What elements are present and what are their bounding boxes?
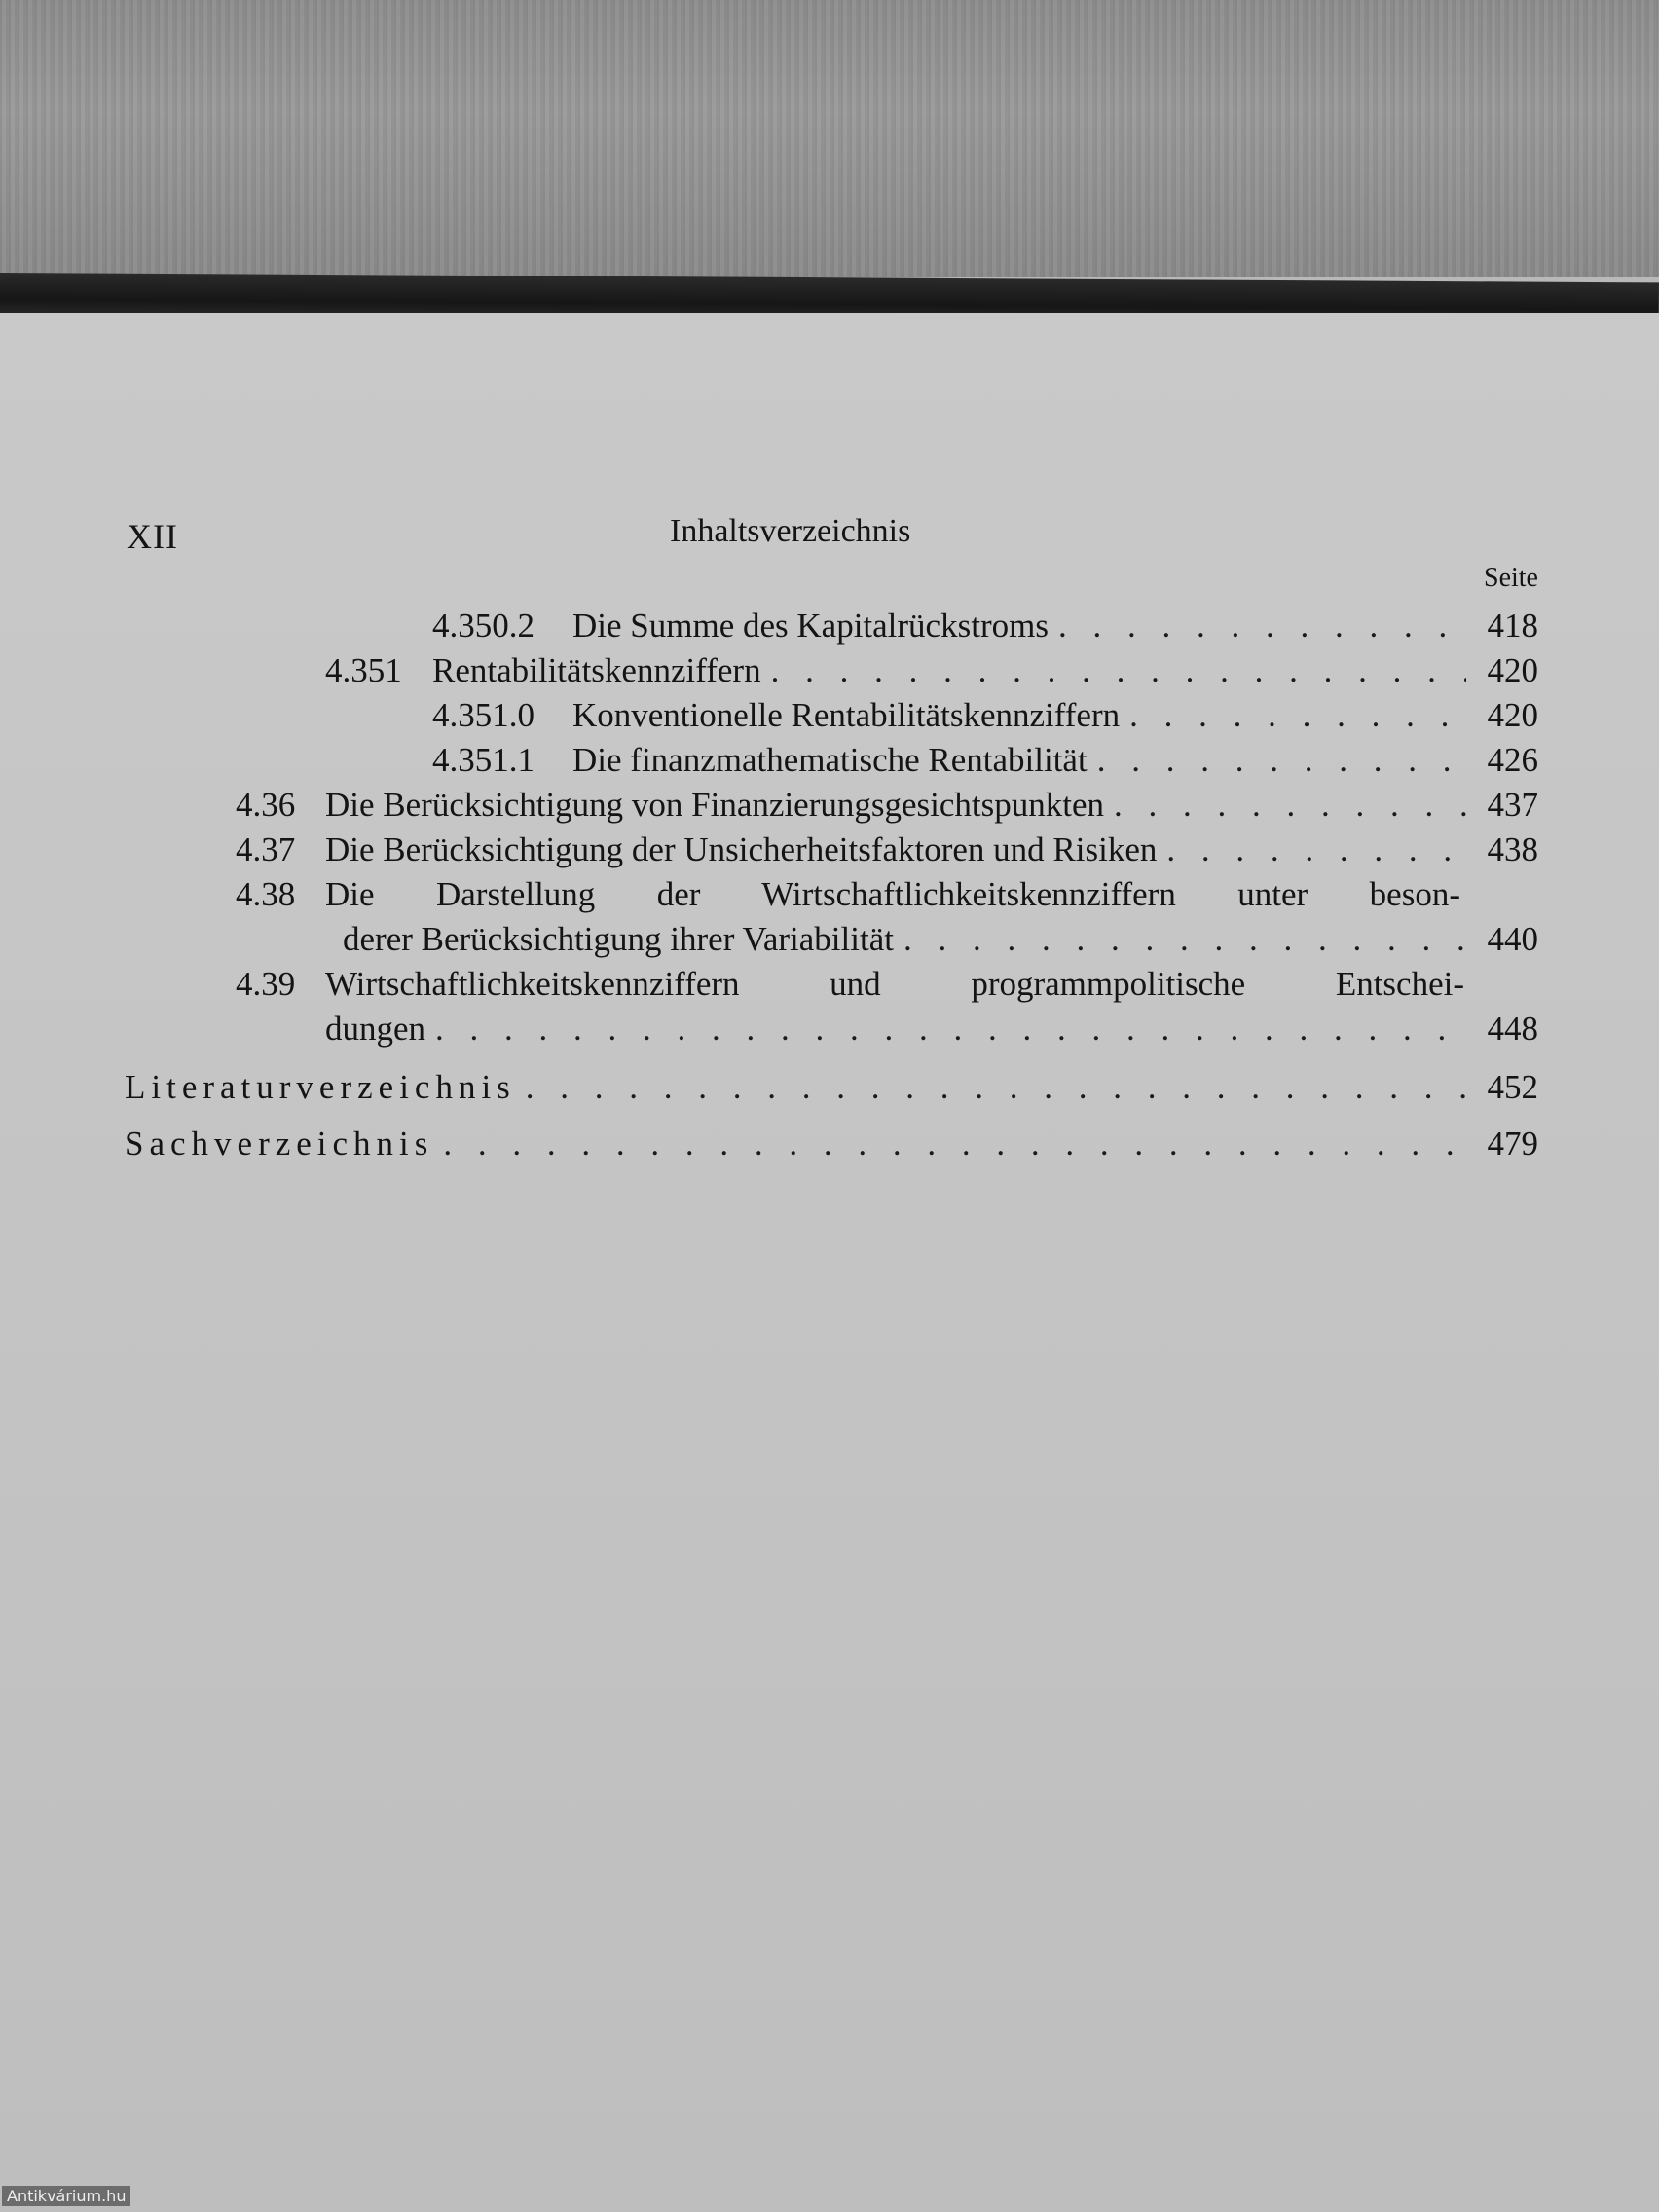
toc-entry xyxy=(236,828,1538,872)
leader-dots xyxy=(1114,783,1466,828)
toc-entry-page: 440 xyxy=(1487,920,1538,958)
toc-entry-number: 4.351 xyxy=(325,651,402,689)
leader-dots xyxy=(1058,604,1466,648)
toc-entry-page: 479 xyxy=(1487,1124,1538,1162)
toc-entry-title: Die Darstellung der Wirtschaftlichkeitskennziffern unter beson- xyxy=(325,875,1460,913)
leader-dots xyxy=(435,1007,1466,1051)
toc-entry-page: 437 xyxy=(1487,786,1538,824)
leader-dots xyxy=(443,1122,1466,1166)
toc-entry-continuation xyxy=(343,917,1538,962)
toc-entry-title: Sachverzeichnis xyxy=(125,1124,434,1162)
toc-entry xyxy=(236,783,1538,828)
toc-entry xyxy=(432,738,1538,783)
toc-entry xyxy=(125,1065,1538,1110)
leader-dots xyxy=(771,648,1466,693)
toc-entry-page: 452 xyxy=(1487,1068,1538,1106)
page-number: XII xyxy=(127,517,178,556)
toc-entry-page: 426 xyxy=(1487,741,1538,779)
background-surface xyxy=(0,0,1659,277)
toc-entry-number: 4.36 xyxy=(236,786,296,824)
book-page xyxy=(0,313,1659,2212)
leader-dots xyxy=(1166,828,1466,872)
toc-entry-title: Rentabilitätskennziffern xyxy=(432,651,761,689)
toc-entry-title: Die Summe des Kapitalrückstroms xyxy=(572,607,1049,645)
toc-entry-title: Die finanzmathematische Rentabilität xyxy=(572,741,1088,779)
toc-entry-number: 4.37 xyxy=(236,830,296,868)
toc-entry-page: 420 xyxy=(1487,696,1538,734)
toc-entry-number: 4.350.2 xyxy=(432,607,535,645)
leader-dots xyxy=(903,917,1466,962)
toc-entry-number: 4.39 xyxy=(236,965,296,1003)
toc-entry-title: Wirtschaftlichkeitskennziffern und programmpolitische Entschei- xyxy=(325,965,1464,1003)
toc-entry xyxy=(236,872,1460,917)
leader-dots xyxy=(1129,693,1466,738)
leader-dots xyxy=(526,1065,1466,1110)
toc-entry-title: Die Berücksichtigung von Finanzierungsgesichtspunkten xyxy=(325,786,1104,824)
toc-entry xyxy=(432,693,1538,738)
toc-entry-number: 4.351.0 xyxy=(432,696,535,734)
toc-entry-number: 4.38 xyxy=(236,875,296,913)
page-column-label: Seite xyxy=(1484,563,1538,593)
toc-entry-page: 420 xyxy=(1487,651,1538,689)
toc-entry-title: Literaturverzeichnis xyxy=(125,1068,516,1106)
watermark: Antikvárium.hu xyxy=(2,2186,130,2206)
page-title: Inhaltsverzeichnis xyxy=(670,513,911,549)
toc-entry-number: 4.351.1 xyxy=(432,741,535,779)
leader-dots xyxy=(1097,738,1466,783)
toc-entry-page: 438 xyxy=(1487,830,1538,868)
toc-entry-title: dungen xyxy=(325,1010,426,1048)
toc-entry-title: Die Berücksichtigung der Unsicherheitsfaktoren und Risiken xyxy=(325,830,1158,868)
toc-entry-page: 448 xyxy=(1487,1010,1538,1048)
toc-entry-page: 418 xyxy=(1487,607,1538,645)
toc-entry-continuation xyxy=(325,1007,1538,1051)
toc-entry xyxy=(125,1122,1538,1166)
toc-entry-title: Konventionelle Rentabilitätskennziffern xyxy=(572,696,1121,734)
toc-entry xyxy=(432,604,1538,648)
toc-entry-title: derer Berücksichtigung ihrer Variabilität xyxy=(343,920,894,958)
toc-entry xyxy=(236,962,1464,1007)
toc-entry xyxy=(325,648,1538,693)
